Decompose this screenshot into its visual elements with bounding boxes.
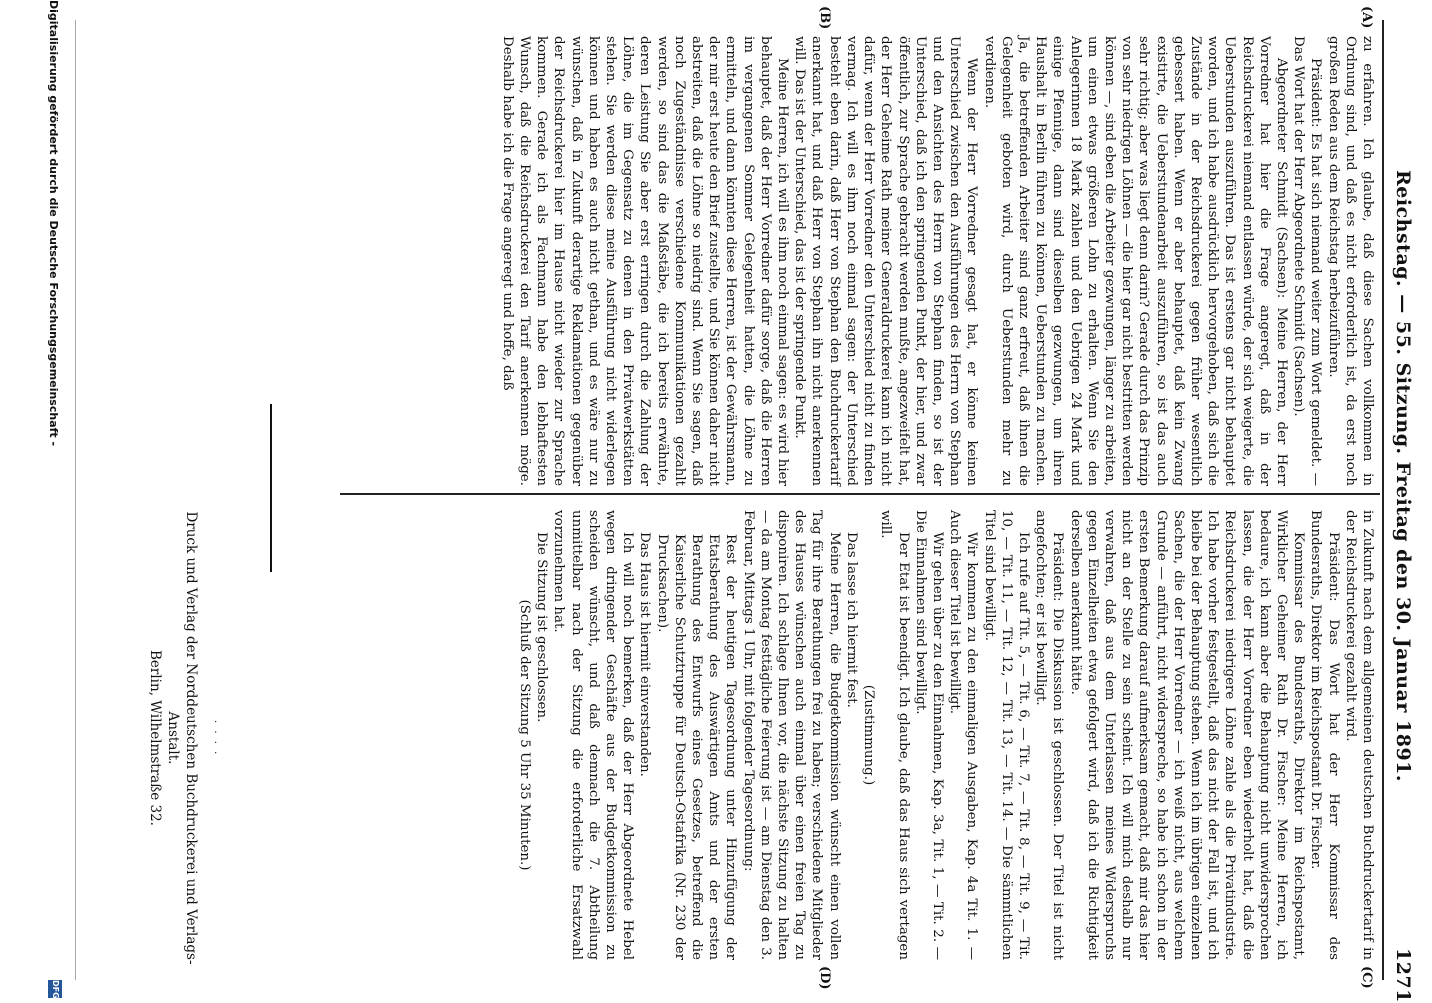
paragraph: Wenn der Herr Vorredner gesagt hat, er könne keinen Unterschied zwischen den Ausführungen des Herrn von Stephan und den Ansichten des Herrn von Stephan finden, so ist der Unterschied, daß ich den springenden Punkt, der hier, und zwar öffentlich, zur Sprache gebracht werden mußte, angezweifelt hat, der Herr Geheime Rath meiner Generaldruckerei kann ich nicht dafür, wenn der Herr Vorredner den Unterschied nicht zu finden vermag. Ich will es ihm noch einmal sagen: der Unterschied besteht eben darin, daß Herr von Stephan den Buchdruckertarif anerkannt hat, und daß Herr von Stephan ihn nicht anerkennen will. Das ist der Unterschied, das ist der springende Punkt. <box>792 36 980 486</box>
paragraph: Ich rufe auf Tit. 5, — Tit. 6, — Tit. 7, — Tit. 8, — Tit. 9, — Tit. 10, — Tit. 11, — Tit. 12, — Tit. 13, — Tit. 14. — Die sämmtlichen Titel sind bewilligt. <box>981 510 1031 960</box>
dfg-logo-icon: DFG <box>48 980 62 998</box>
paragraph: Präsident: Das Wort hat der Herr Kommissar des Bundesraths, Direktor im Reichspostamt Dr. Fischer. <box>1308 510 1341 960</box>
paragraph: Wir kommen zu den einmaligen Ausgaben, Kap. 4a Tit. 1. — Auch dieser Titel ist bewilligt. <box>947 510 980 960</box>
printer-line-2: Berlin, Wilhelmstraße 32. <box>147 650 163 826</box>
paragraph: Meine Herren, ich will es ihm noch einmal sagen: es wird hier behauptet, daß der Herr Vorredner dafür sorge, daß die Herren im vergangenen Sommer Gelegenheit hatten, die Löhne zu ermitteln, und dann könnten diese Herren, ist der Gewährsmann, der mir erst heute den Brief zustellte, und Sie können daher nicht abstreiten, daß die Löhne so niedrig sind. Wenn Sie sagen, daß noch Zugeständnisse verschiedene Kommunikationen gezahlt werden, so sind das die Maßstäbe, die ich bereits erwähnte, deren Leistung Sie aber erst erringen durch die Zahlung der Löhne, die im Gegensatz zu denen in den Privatwerkstätten stehen. Sie werden diese meine Ausführung nicht widerlegen können und haben es auch nicht gethan, und es wäre nur zu wünschen, daß in Zukunft derartige Reklamationen gegenüber der Reichsdruckerei hier im Hause nicht wieder zur Sprache kommen. Gerade ich als Fachmann habe den lebhaftesten Wunsch, daß die Reichsdruckerei den Tarif anerkennen möge. Deshalb habe ich die Frage angeregt und hoffe, daß <box>499 36 791 486</box>
page-number: 1271 <box>1392 948 1414 1003</box>
digitization-note: Digitalisierung gefördert durch die Deutsche Forschungsgemeinschaft - <box>47 0 60 447</box>
page-header <box>1388 0 1418 1003</box>
paragraph: (Zustimmung.) <box>861 684 877 786</box>
paragraph: Das Haus ist hiermit einverstanden. <box>637 532 653 777</box>
right-column <box>516 510 1376 960</box>
paragraph: Meine Herren, die Budgetkommission wünscht einen vollen Tag für ihre Berathungen frei zu haben; verschiedene Mitglieder des Hauses wünschen auch einmal über einen freien Tag zu disponiren. Ich schlage Ihnen vor, die nächste Sitzung zu halten — da am Montag festtägliche Feierung ist — am Dienstag den 3. Februar, Mittags 1 Uhr, mit folgender Tagesordnung: <box>740 510 842 960</box>
paragraph: Der Etat ist beendigt. Ich glaube, daß das Haus sich vertagen will. <box>878 510 911 960</box>
paragraph: in Zukunft nach dem allgemeinen deutschen Buchdruckertarif in der Reichsdruckerei gezahlt wird. <box>1342 510 1375 960</box>
printer-imprint <box>146 508 200 968</box>
paragraph: (Schluß der Sitzung 5 Uhr 35 Minuten.) <box>517 599 533 871</box>
header-title: Reichstag. — 55. Sitzung. Freitag den 30. Januar 1891. <box>1392 170 1414 783</box>
margin-marker-b: (B) <box>817 6 832 30</box>
paragraph: Die Sitzung ist geschlossen. <box>534 532 550 723</box>
closing-rule <box>270 404 272 572</box>
paragraph: Kommissar des Bundesraths, Direktor im Reichspostamt, Wirklicher Geheimer Rath Dr. Fischer: Meine Herren, ich bedaure, ich kann aber die Behauptung nicht unwidersprochen lassen, die der Herr Vorredner eben wiederholt hat, daß die Reichsdruckerei niedrigere Löhne zahle als die Privatindustrie. Ich habe vorher festgestellt, daß das nicht der Fall ist, und ich bleibe bei der Behauptung stehen. Wenn ich im übrigen einzelnen Sachen, die der Herr Vorredner — ich weiß nicht, aus welchem Grunde — anführt, nicht widerspreche, so habe ich schon in der ersten Bemerkung darauf aufmerksam gemacht, daß mir das hier nicht an der Stelle zu sein scheint. Ich will mich deshalb nur verwahren, daß aus dem Unterlassen meines Widerspruchs gegen Einzelheiten etwa gefolgert wird, daß ich die Richtigkeit derselben anerkannt hätte. <box>1067 510 1307 960</box>
column-divider <box>340 493 1380 495</box>
paragraph: Wir gehen über zu den Einnahmen, Kap. 3a, Tit. 1, — Tit. 2. — Die Einnahmen sind bewilligt. <box>912 510 945 960</box>
paragraph: Das lasse ich hiermit fest. <box>843 532 859 708</box>
printer-line-1: Druck und Verlag der Norddeutschen Buchdruckerei und Verlags-Anstalt. <box>165 511 199 965</box>
header-rule <box>1382 20 1384 980</box>
margin-marker-a: (A) <box>1359 6 1374 29</box>
paragraph: Ich will noch bemerken, daß der Herr Abgeordnete Hebel wegen dringender Geschäfte aus der Budgetkommission zu scheiden wünscht, und daß demnach die 7. Abtheilung unmittelbar nach der Sitzung die erforderliche Ersatzwahl vorzunehmen hat. <box>551 510 636 960</box>
left-column <box>499 36 1376 486</box>
paragraph: Abgeordneter Schmidt (Sachsen): Meine Herren, der Herr Vorredner hat hier die Frage angeregt, daß in der Reichsdruckerei niemand entlassen würde, der sich weigerte, die Ueberstunden auszuführen. Das ist erstens gar nicht behauptet worden, und ich habe ausdrücklich hervorgehoben, daß sich die Zustände in der Reichsdruckerei gegen früher wesentlich gebessert haben. Wenn er aber behauptet, daß kein Zwang existirte, die Ueberstundenarbeit auszuführen, so ist das auch sehr richtig; aber was liegt denn darin? Gerade durch das Prinzip von sehr niedrigen Löhnen — die hier gar nicht bestritten werden können —, sind eben die Arbeiter gezwungen, länger zu arbeiten, um einen etwas größeren Lohn zu erhalten. Wenn Sie den Anlegerinnen 18 Mark zahlen und den Uebrigen 24 Mark und einige Pfennige, dann sind dieselben gezwungen, um ihren Haushalt in Berlin führen zu können, Ueberstunden zu machen. Ja, die betreffenden Arbeiter sind ganz erfreut, daß ihnen die Gelegenheit geboten wird, durch Ueberstunden mehr zu verdienen. <box>981 36 1289 486</box>
bottom-rule <box>75 20 76 980</box>
paragraph: Rest der heutigen Tagesordnung unter Hinzufügung der Etatsberathung des Auswärtigen Amts und der ersten Berathung des Entwurfs eines Gesetzes, betreffend die Kaiserliche Schutztruppe für Deutsch-Ostafrika (Nr. 230 der Drucksachen). <box>654 534 739 960</box>
ornament-dots: · · · · <box>209 720 220 757</box>
paragraph: Präsident: Es hat sich niemand weiter zum Wort gemeldet. — Das Wort hat der Herr Abgeordnete Schmidt (Sachsen). <box>1291 36 1324 486</box>
paragraph: Präsident: Die Diskussion ist geschlossen. Der Titel ist nicht angefochten; er ist bewilligt. <box>1033 510 1066 960</box>
margin-marker-c: (C) <box>1359 966 1374 989</box>
margin-marker-d: (D) <box>817 966 832 990</box>
paragraph: zu erfahren. Ich glaube, daß diese Sachen vollkommen in Ordnung sind, und daß es nicht erforderlich ist, da erst noch großen Reden aus dem Reichstag herbeizuführen. <box>1325 36 1375 486</box>
